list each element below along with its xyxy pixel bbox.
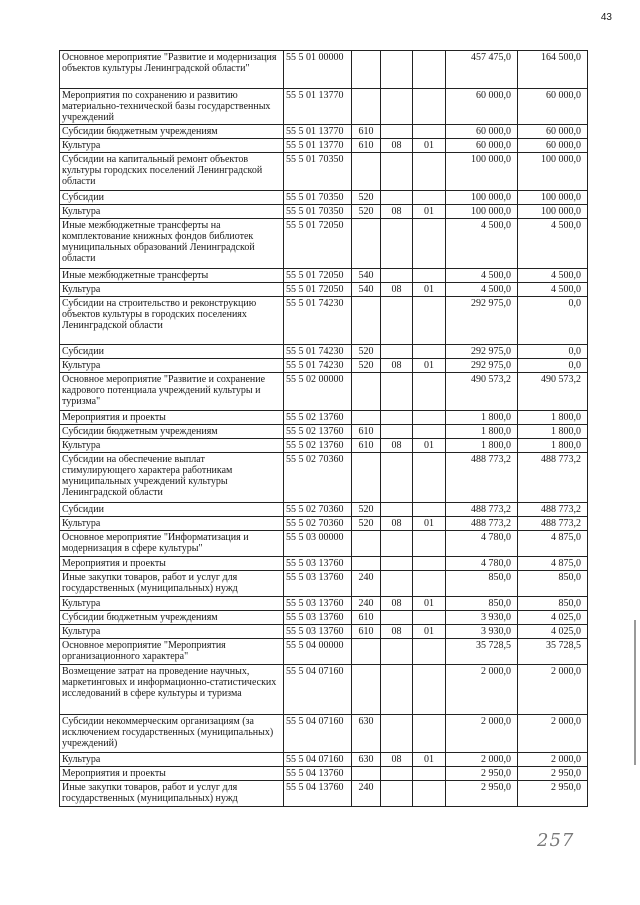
- table-cell-pr: [413, 453, 446, 503]
- table-cell-code: 55 5 03 00000: [284, 531, 352, 557]
- table-cell-code: 55 5 01 13770: [284, 125, 352, 139]
- table-cell-name: Субсидии на обеспечение выплат стимулирующего характера работникам муниципальных учреждений культуры Ленинградской области: [60, 453, 284, 503]
- table-cell-rz: [381, 219, 413, 269]
- table-cell-code: 55 5 01 00000: [284, 51, 352, 89]
- table-cell-name: Мероприятия и проекты: [60, 411, 284, 425]
- table-cell-sum-1: 488 773,2: [446, 517, 518, 531]
- table-cell-name: Возмещение затрат на проведение научных, маркетинговых и информационно-статистических исследований в сфере культуры и туризма: [60, 665, 284, 715]
- table-cell-name: Культура: [60, 283, 284, 297]
- table-cell-pr: [413, 219, 446, 269]
- table-row: [60, 359, 588, 373]
- table-cell-pr: 01: [413, 359, 446, 373]
- table-cell-sum-1: 1 800,0: [446, 439, 518, 453]
- table-cell-sum-1: 2 000,0: [446, 753, 518, 767]
- table-cell-rz: 08: [381, 625, 413, 639]
- table-cell-pr: [413, 269, 446, 283]
- table-cell-code: 55 5 04 13760: [284, 767, 352, 781]
- table-cell-sum-2: 60 000,0: [518, 125, 588, 139]
- table-cell-rz: [381, 767, 413, 781]
- table-cell-vr: 610: [352, 625, 381, 639]
- table-cell-vr: 520: [352, 191, 381, 205]
- table-cell-sum-2: 2 000,0: [518, 715, 588, 753]
- table-cell-sum-2: 4 500,0: [518, 219, 588, 269]
- table-cell-sum-1: 60 000,0: [446, 125, 518, 139]
- table-row: [60, 51, 588, 89]
- table-cell-name: Культура: [60, 359, 284, 373]
- table-cell-sum-1: 3 930,0: [446, 611, 518, 625]
- table-cell-rz: 08: [381, 517, 413, 531]
- table-cell-sum-1: 1 800,0: [446, 411, 518, 425]
- table-cell-sum-1: 292 975,0: [446, 297, 518, 345]
- table-cell-code: 55 5 04 00000: [284, 639, 352, 665]
- table-cell-pr: [413, 425, 446, 439]
- table-cell-sum-1: 2 000,0: [446, 715, 518, 753]
- table-row: [60, 557, 588, 571]
- table-cell-sum-2: 0,0: [518, 359, 588, 373]
- table-cell-sum-1: 4 500,0: [446, 269, 518, 283]
- budget-table: [59, 50, 588, 807]
- table-cell-name: Культура: [60, 753, 284, 767]
- table-cell-rz: [381, 297, 413, 345]
- scan-edge-mark: [634, 620, 636, 765]
- table-cell-sum-1: 488 773,2: [446, 503, 518, 517]
- table-cell-sum-2: 4 025,0: [518, 611, 588, 625]
- table-cell-sum-1: 4 500,0: [446, 219, 518, 269]
- table-row: [60, 715, 588, 753]
- table-cell-sum-2: 4 875,0: [518, 531, 588, 557]
- table-cell-pr: 01: [413, 283, 446, 297]
- table-row: [60, 611, 588, 625]
- table-cell-vr: [352, 411, 381, 425]
- table-cell-rz: [381, 557, 413, 571]
- table-cell-sum-1: 292 975,0: [446, 359, 518, 373]
- table-cell-rz: 08: [381, 597, 413, 611]
- table-cell-sum-1: 292 975,0: [446, 345, 518, 359]
- table-cell-vr: 540: [352, 283, 381, 297]
- table-cell-sum-2: 2 950,0: [518, 781, 588, 807]
- table-cell-vr: [352, 665, 381, 715]
- table-cell-vr: 520: [352, 517, 381, 531]
- table-cell-vr: 520: [352, 205, 381, 219]
- table-cell-rz: [381, 191, 413, 205]
- table-cell-sum-2: 4 500,0: [518, 269, 588, 283]
- handwritten-page-number: 257: [537, 830, 575, 851]
- table-cell-rz: [381, 611, 413, 625]
- table-cell-rz: [381, 531, 413, 557]
- table-cell-rz: [381, 51, 413, 89]
- table-cell-rz: [381, 571, 413, 597]
- table-row: [60, 191, 588, 205]
- table-row: [60, 781, 588, 807]
- table-cell-pr: [413, 503, 446, 517]
- table-cell-sum-2: 2 000,0: [518, 665, 588, 715]
- table-cell-sum-1: 2 000,0: [446, 665, 518, 715]
- table-cell-rz: [381, 153, 413, 191]
- table-cell-name: Мероприятия по сохранению и развитию материально-технической базы государственных учреждений: [60, 89, 284, 125]
- table-row: [60, 89, 588, 125]
- table-cell-sum-1: 4 500,0: [446, 283, 518, 297]
- table-cell-sum-2: 4 500,0: [518, 283, 588, 297]
- table-cell-code: 55 5 01 70350: [284, 205, 352, 219]
- table-cell-rz: [381, 373, 413, 411]
- table-cell-code: 55 5 01 72050: [284, 219, 352, 269]
- table-cell-sum-2: 1 800,0: [518, 425, 588, 439]
- table-cell-name: Субсидии на капитальный ремонт объектов культуры городских поселений Ленинградской области: [60, 153, 284, 191]
- table-cell-sum-1: 3 930,0: [446, 625, 518, 639]
- table-cell-code: 55 5 02 70360: [284, 453, 352, 503]
- table-cell-vr: [352, 153, 381, 191]
- table-cell-name: Культура: [60, 139, 284, 153]
- table-row: [60, 767, 588, 781]
- table-cell-vr: [352, 557, 381, 571]
- table-cell-rz: [381, 503, 413, 517]
- table-cell-pr: [413, 639, 446, 665]
- table-cell-name: Иные закупки товаров, работ и услуг для государственных (муниципальных) нужд: [60, 571, 284, 597]
- table-cell-rz: [381, 665, 413, 715]
- table-cell-sum-2: 4 025,0: [518, 625, 588, 639]
- table-cell-sum-2: 490 573,2: [518, 373, 588, 411]
- table-cell-vr: 240: [352, 781, 381, 807]
- table-cell-pr: [413, 767, 446, 781]
- table-cell-name: Основное мероприятие "Мероприятия организационного характера": [60, 639, 284, 665]
- table-row: [60, 297, 588, 345]
- table-cell-sum-1: 2 950,0: [446, 781, 518, 807]
- table-cell-name: Культура: [60, 517, 284, 531]
- table-cell-pr: [413, 191, 446, 205]
- table-cell-vr: [352, 219, 381, 269]
- table-body: [60, 51, 588, 807]
- table-cell-rz: 08: [381, 139, 413, 153]
- table-cell-code: 55 5 02 70360: [284, 503, 352, 517]
- table-row: [60, 517, 588, 531]
- table-cell-code: 55 5 03 13760: [284, 557, 352, 571]
- table-cell-sum-2: 100 000,0: [518, 191, 588, 205]
- table-cell-vr: [352, 639, 381, 665]
- table-cell-code: 55 5 04 07160: [284, 753, 352, 767]
- table-cell-sum-1: 4 780,0: [446, 531, 518, 557]
- table-cell-sum-1: 35 728,5: [446, 639, 518, 665]
- table-cell-vr: [352, 531, 381, 557]
- table-cell-code: 55 5 03 13760: [284, 625, 352, 639]
- table-cell-sum-2: 35 728,5: [518, 639, 588, 665]
- table-cell-name: Культура: [60, 625, 284, 639]
- table-cell-sum-2: 488 773,2: [518, 453, 588, 503]
- table-cell-name: Основное мероприятие "Развитие и сохранение кадрового потенциала учреждений культуры и туризма": [60, 373, 284, 411]
- table-cell-code: 55 5 03 13760: [284, 597, 352, 611]
- table-cell-sum-1: 100 000,0: [446, 153, 518, 191]
- table-cell-sum-1: 2 950,0: [446, 767, 518, 781]
- table-cell-code: 55 5 01 13770: [284, 89, 352, 125]
- table-cell-vr: 240: [352, 597, 381, 611]
- table-cell-sum-2: 850,0: [518, 597, 588, 611]
- table-cell-name: Культура: [60, 205, 284, 219]
- table-cell-pr: [413, 571, 446, 597]
- table-row: [60, 425, 588, 439]
- table-cell-rz: [381, 411, 413, 425]
- table-cell-name: Иные межбюджетные трансферты на комплектование книжных фондов библиотек муниципальных образований Ленинградской области: [60, 219, 284, 269]
- table-cell-code: 55 5 01 70350: [284, 191, 352, 205]
- table-cell-vr: 610: [352, 139, 381, 153]
- table-cell-rz: 08: [381, 205, 413, 219]
- table-cell-vr: [352, 767, 381, 781]
- table-cell-rz: 08: [381, 439, 413, 453]
- table-cell-vr: 520: [352, 359, 381, 373]
- table-cell-rz: [381, 715, 413, 753]
- table-cell-sum-1: 850,0: [446, 597, 518, 611]
- table-cell-sum-1: 60 000,0: [446, 139, 518, 153]
- table-cell-pr: [413, 51, 446, 89]
- table-cell-name: Иные межбюджетные трансферты: [60, 269, 284, 283]
- table-cell-rz: [381, 781, 413, 807]
- table-cell-sum-2: 0,0: [518, 345, 588, 359]
- table-row: [60, 269, 588, 283]
- table-row: [60, 219, 588, 269]
- table-cell-rz: [381, 345, 413, 359]
- table-cell-code: 55 5 01 74230: [284, 345, 352, 359]
- table-row: [60, 373, 588, 411]
- table-cell-code: 55 5 02 13760: [284, 411, 352, 425]
- page-number: 43: [600, 12, 612, 23]
- table-cell-sum-2: 4 875,0: [518, 557, 588, 571]
- table-cell-sum-2: 1 800,0: [518, 411, 588, 425]
- table-row: [60, 345, 588, 359]
- table-cell-code: 55 5 01 13770: [284, 139, 352, 153]
- table-cell-sum-2: 850,0: [518, 571, 588, 597]
- table-cell-sum-1: 457 475,0: [446, 51, 518, 89]
- table-cell-name: Субсидии бюджетным учреждениям: [60, 611, 284, 625]
- table-row: [60, 453, 588, 503]
- table-cell-pr: [413, 345, 446, 359]
- table-cell-sum-1: 488 773,2: [446, 453, 518, 503]
- table-cell-pr: 01: [413, 753, 446, 767]
- table-cell-name: Мероприятия и проекты: [60, 557, 284, 571]
- table-cell-vr: 520: [352, 503, 381, 517]
- table-cell-vr: 630: [352, 715, 381, 753]
- table-cell-name: Мероприятия и проекты: [60, 767, 284, 781]
- table-cell-sum-2: 164 500,0: [518, 51, 588, 89]
- table-cell-sum-1: 850,0: [446, 571, 518, 597]
- table-row: [60, 411, 588, 425]
- table-cell-rz: [381, 125, 413, 139]
- table-cell-sum-2: 488 773,2: [518, 503, 588, 517]
- table-cell-pr: [413, 125, 446, 139]
- table-cell-sum-1: 1 800,0: [446, 425, 518, 439]
- table-cell-vr: 520: [352, 345, 381, 359]
- table-cell-code: 55 5 03 13760: [284, 611, 352, 625]
- table-cell-pr: [413, 297, 446, 345]
- table-row: [60, 639, 588, 665]
- table-cell-name: Субсидии некоммерческим организациям (за исключением государственных (муниципальных) учреждений): [60, 715, 284, 753]
- table-cell-code: 55 5 02 13760: [284, 425, 352, 439]
- table-row: [60, 753, 588, 767]
- table-cell-vr: [352, 453, 381, 503]
- table-cell-pr: 01: [413, 517, 446, 531]
- table-cell-sum-1: 4 780,0: [446, 557, 518, 571]
- table-cell-sum-2: 2 950,0: [518, 767, 588, 781]
- table-cell-name: Культура: [60, 439, 284, 453]
- table-cell-vr: 610: [352, 425, 381, 439]
- table-cell-pr: [413, 89, 446, 125]
- table-cell-sum-2: 0,0: [518, 297, 588, 345]
- table-cell-code: 55 5 01 74230: [284, 359, 352, 373]
- table-cell-code: 55 5 01 70350: [284, 153, 352, 191]
- table-cell-sum-1: 100 000,0: [446, 205, 518, 219]
- table-cell-vr: 630: [352, 753, 381, 767]
- table-cell-rz: 08: [381, 283, 413, 297]
- table-cell-name: Основное мероприятие "Информатизация и модернизация в сфере культуры": [60, 531, 284, 557]
- table-cell-sum-2: 488 773,2: [518, 517, 588, 531]
- table-cell-rz: 08: [381, 359, 413, 373]
- table-cell-vr: [352, 89, 381, 125]
- table-cell-sum-1: 490 573,2: [446, 373, 518, 411]
- table-cell-sum-1: 100 000,0: [446, 191, 518, 205]
- table-cell-pr: 01: [413, 625, 446, 639]
- table-cell-rz: [381, 639, 413, 665]
- table-cell-rz: [381, 425, 413, 439]
- table-cell-sum-2: 1 800,0: [518, 439, 588, 453]
- table-cell-pr: 01: [413, 139, 446, 153]
- table-row: [60, 665, 588, 715]
- table-row: [60, 283, 588, 297]
- table-cell-rz: [381, 269, 413, 283]
- table-cell-name: Субсидии: [60, 191, 284, 205]
- table-cell-code: 55 5 04 13760: [284, 781, 352, 807]
- table-cell-vr: [352, 297, 381, 345]
- table-cell-vr: 610: [352, 611, 381, 625]
- table-cell-pr: [413, 611, 446, 625]
- table-cell-sum-2: 100 000,0: [518, 205, 588, 219]
- table-cell-code: 55 5 02 70360: [284, 517, 352, 531]
- table-cell-code: 55 5 02 13760: [284, 439, 352, 453]
- table-cell-pr: [413, 665, 446, 715]
- table-row: [60, 125, 588, 139]
- table-cell-code: 55 5 01 72050: [284, 269, 352, 283]
- table-cell-pr: [413, 411, 446, 425]
- table-cell-vr: 540: [352, 269, 381, 283]
- table-cell-name: Субсидии бюджетным учреждениям: [60, 425, 284, 439]
- table-row: [60, 153, 588, 191]
- table-cell-pr: [413, 531, 446, 557]
- table-row: [60, 139, 588, 153]
- table-cell-pr: [413, 557, 446, 571]
- table-cell-sum-2: 2 000,0: [518, 753, 588, 767]
- table-row: [60, 571, 588, 597]
- table-cell-pr: [413, 715, 446, 753]
- table-cell-vr: 240: [352, 571, 381, 597]
- table-cell-name: Основное мероприятие "Развитие и модернизация объектов культуры Ленинградской области": [60, 51, 284, 89]
- table-cell-sum-2: 100 000,0: [518, 153, 588, 191]
- table-cell-vr: 610: [352, 125, 381, 139]
- table-cell-code: 55 5 04 07160: [284, 665, 352, 715]
- table-cell-name: Субсидии: [60, 503, 284, 517]
- table-cell-name: Культура: [60, 597, 284, 611]
- table-cell-name: Субсидии: [60, 345, 284, 359]
- table-row: [60, 531, 588, 557]
- table-row: [60, 503, 588, 517]
- table-row: [60, 625, 588, 639]
- table-cell-code: 55 5 01 72050: [284, 283, 352, 297]
- table-cell-pr: [413, 781, 446, 807]
- table-cell-name: Субсидии на строительство и реконструкцию объектов культуры в городских поселениях Ленинградской области: [60, 297, 284, 345]
- table-cell-sum-2: 60 000,0: [518, 89, 588, 125]
- table-cell-rz: [381, 453, 413, 503]
- table-cell-vr: 610: [352, 439, 381, 453]
- table-row: [60, 205, 588, 219]
- table-cell-code: 55 5 01 74230: [284, 297, 352, 345]
- table-cell-rz: [381, 89, 413, 125]
- table-cell-pr: 01: [413, 439, 446, 453]
- table-cell-code: 55 5 03 13760: [284, 571, 352, 597]
- table-cell-code: 55 5 02 00000: [284, 373, 352, 411]
- table-cell-pr: 01: [413, 205, 446, 219]
- table-cell-vr: [352, 51, 381, 89]
- table-cell-sum-2: 60 000,0: [518, 139, 588, 153]
- table-cell-pr: [413, 153, 446, 191]
- table-row: [60, 597, 588, 611]
- table-row: [60, 439, 588, 453]
- table-cell-pr: [413, 373, 446, 411]
- table-cell-name: Иные закупки товаров, работ и услуг для государственных (муниципальных) нужд: [60, 781, 284, 807]
- table-cell-code: 55 5 04 07160: [284, 715, 352, 753]
- table-cell-pr: 01: [413, 597, 446, 611]
- table-cell-rz: 08: [381, 753, 413, 767]
- table-cell-sum-1: 60 000,0: [446, 89, 518, 125]
- table-cell-vr: [352, 373, 381, 411]
- table-cell-name: Субсидии бюджетным учреждениям: [60, 125, 284, 139]
